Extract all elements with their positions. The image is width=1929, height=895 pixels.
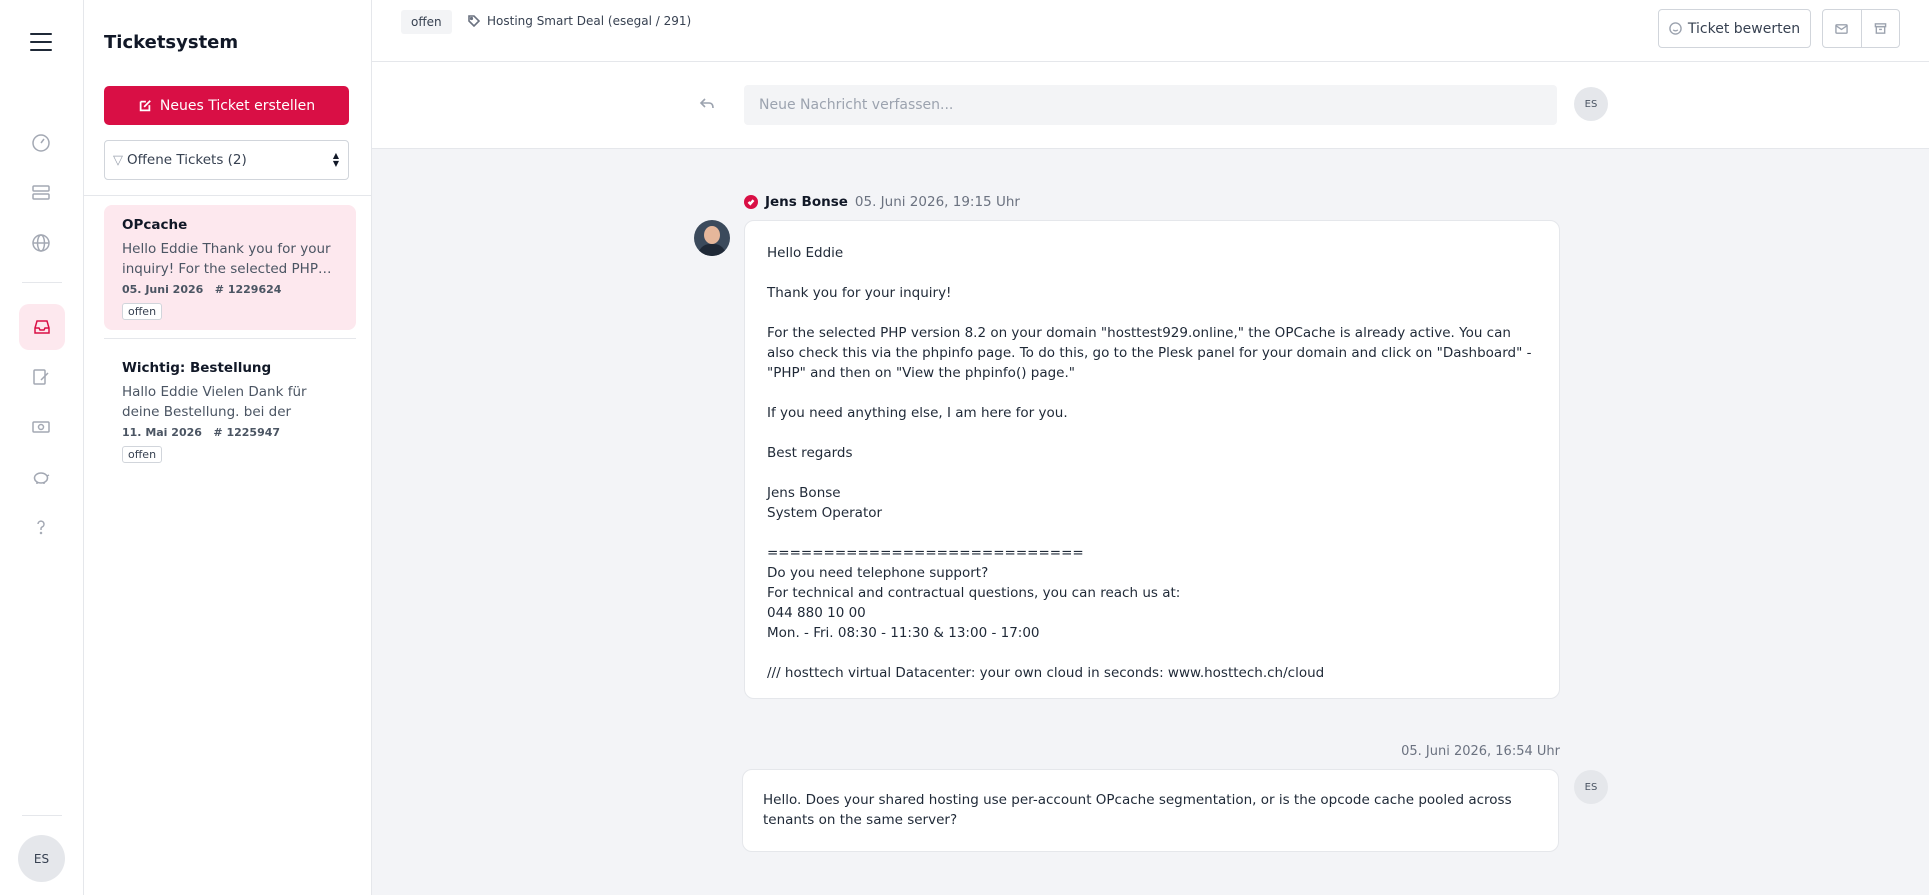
ticket-status-badge: offen — [401, 10, 452, 34]
inbox-icon[interactable] — [19, 304, 65, 350]
tag-icon — [468, 15, 480, 27]
sidebar-title: Ticketsystem — [104, 32, 239, 53]
smiley-icon — [1669, 22, 1682, 35]
mail-icon — [1835, 22, 1848, 35]
ticket-date: 11. Mai 2026 — [122, 426, 202, 439]
menu-icon[interactable] — [30, 33, 52, 51]
ticket-sidebar — [84, 0, 372, 895]
edit-document-icon[interactable] — [22, 358, 60, 396]
ticket-status-badge: offen — [122, 446, 162, 463]
outgoing-message-date: 05. Juni 2026, 16:54 Uhr — [1401, 744, 1560, 759]
rate-ticket-button[interactable] — [1658, 9, 1811, 48]
server-icon[interactable] — [22, 174, 60, 212]
message-author: Jens Bonse — [765, 194, 848, 210]
compose-area — [372, 62, 1929, 149]
archive-icon — [1874, 22, 1887, 35]
outgoing-message-card — [742, 769, 1559, 852]
ticket-preview: Hello Eddie Thank you for your inquiry! For the selected PHP… — [122, 241, 332, 277]
ticket-header — [372, 0, 1929, 62]
author-avatar — [694, 220, 730, 256]
new-message-input[interactable] — [744, 85, 1557, 125]
reply-icon[interactable] — [699, 96, 715, 112]
globe-icon[interactable] — [22, 224, 60, 262]
mail-notification-button[interactable] — [1823, 10, 1861, 47]
ticket-number: # 1229624 — [214, 283, 282, 296]
message-body: Hello Eddie Thank you for your inquiry! For the selected PHP version 8.2 on your domain "hosttest929.online," the OPCache is already active. You can also check this via the phpinfo page. To do this, go to the Plesk panel for your domain and click on "Dashboard" - "PHP" and then on "View the phpinfo() page." If you need anything else, I am here for you. Best regards Jens Bonse System Operator ============================ Do you need telephone support? For technical and contractual questions, you can reach us at: 044 880 10 00 Mon. - Fri. 08:30 - 11:30 & 13:00 - 17:00 /// hosttech virtual Datacenter: your own cloud in seconds: www.hosttech.ch/cloud — [767, 245, 1532, 681]
message-header — [744, 194, 1020, 210]
ticket-item[interactable] — [104, 348, 356, 473]
ticket-item[interactable] — [104, 205, 356, 330]
rate-ticket-label: Ticket bewerten — [1687, 20, 1801, 37]
filter-value: Offene Tickets (2) — [127, 152, 247, 168]
help-icon[interactable] — [22, 508, 60, 546]
rail-divider — [22, 282, 62, 283]
ticket-preview: Hallo Eddie Vielen Dank für deine Bestellung. bei der — [122, 384, 307, 420]
new-ticket-label: Neues Ticket erstellen — [159, 97, 316, 114]
incoming-message-card — [744, 220, 1560, 699]
ticket-date: 05. Juni 2026 — [122, 283, 204, 296]
rail-divider-bottom — [22, 815, 62, 816]
icon-rail — [0, 0, 84, 895]
ticket-filter-select[interactable] — [104, 140, 349, 180]
edit-icon — [138, 99, 152, 113]
conversation-area — [372, 0, 1929, 895]
message-body: Hello. Does your shared hosting use per-account OPcache segmentation, or is the opcode cache pooled across tenants on the same server? — [763, 792, 1512, 828]
compose-avatar: ES — [1574, 87, 1608, 121]
sidebar-divider — [84, 195, 372, 196]
ticket-number: # 1225947 — [213, 426, 281, 439]
outgoing-avatar: ES — [1574, 770, 1608, 804]
money-icon[interactable] — [22, 408, 60, 446]
ticket-meta — [122, 426, 338, 439]
product-tag — [468, 14, 691, 28]
ticket-actions — [1822, 9, 1900, 48]
new-ticket-button[interactable] — [104, 86, 349, 125]
archive-button[interactable] — [1861, 10, 1900, 47]
ticket-status-badge: offen — [122, 303, 162, 320]
dashboard-icon[interactable] — [22, 124, 60, 162]
user-avatar[interactable]: ES — [18, 835, 65, 882]
ticket-meta — [122, 283, 338, 296]
select-arrows-icon: ▲ ▼ — [332, 151, 339, 168]
verified-check-icon — [744, 195, 758, 209]
ticket-title: OPcache — [122, 217, 188, 233]
piggy-bank-icon[interactable] — [22, 458, 60, 496]
ticket-divider — [104, 338, 356, 339]
funnel-icon: ▽ — [113, 152, 123, 168]
product-name: Hosting Smart Deal (esegal / 291) — [487, 14, 692, 28]
message-date: 05. Juni 2026, 19:15 Uhr — [854, 194, 1020, 210]
ticket-title: Wichtig: Bestellung — [122, 360, 272, 376]
